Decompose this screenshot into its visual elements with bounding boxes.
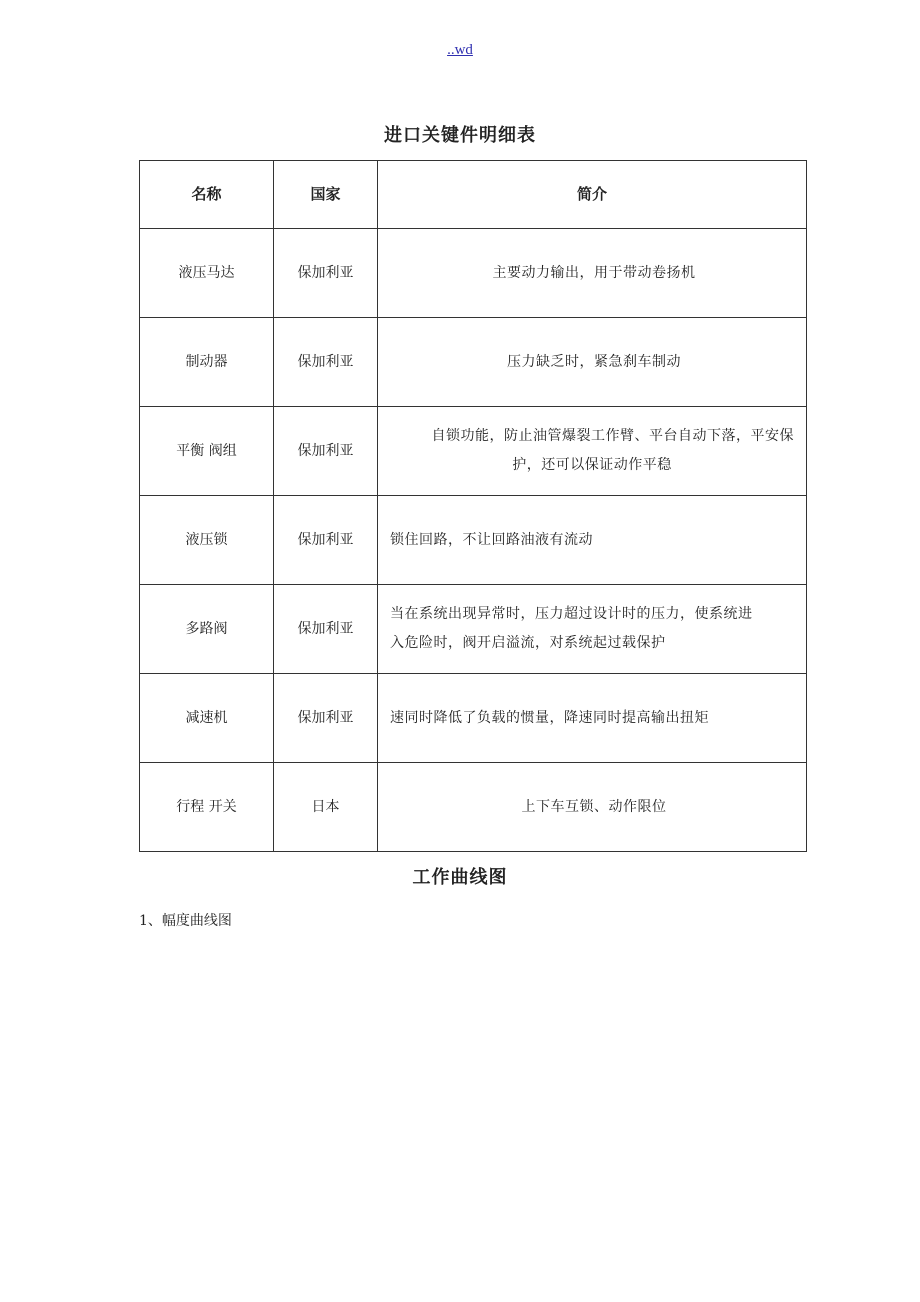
cell-country: 保加利亚 (274, 407, 378, 496)
cell-description: 压力缺乏时，紧急刹车制动 (378, 318, 807, 407)
section-title: 工作曲线图 (412, 867, 508, 888)
table-row (140, 763, 807, 852)
description-line: 入危险时，阀开启溢流，对系统起过载保护 (390, 635, 666, 651)
header-country: 国家 (274, 161, 378, 229)
cell-country: 保加利亚 (274, 585, 378, 674)
header-description: 简介 (378, 161, 807, 229)
document-title: 进口关键件明细表 (384, 125, 536, 146)
key-parts-table (139, 160, 807, 852)
cell-country: 保加利亚 (274, 496, 378, 585)
cell-description: 上下车互锁、动作限位 (378, 763, 807, 852)
description-line: 自锁功能，防止油管爆裂工作臂、平台自动下落，平安保 (431, 428, 794, 444)
cell-country: 日本 (274, 763, 378, 852)
table-row (140, 407, 807, 496)
cell-name: 制动器 (140, 318, 274, 407)
table-header-row (140, 161, 807, 229)
cell-description (378, 407, 807, 496)
cell-name: 行程 开关 (140, 763, 274, 852)
header-name: 名称 (140, 161, 274, 229)
subsection-heading: 1、幅度曲线图 (139, 913, 232, 929)
table-row (140, 585, 807, 674)
header-link[interactable]: ..wd (447, 42, 473, 58)
cell-name: 液压马达 (140, 229, 274, 318)
cell-country: 保加利亚 (274, 318, 378, 407)
cell-description: 主要动力输出，用于带动卷扬机 (378, 229, 807, 318)
description-line: 护，还可以保证动作平稳 (512, 457, 672, 473)
cell-name: 多路阀 (140, 585, 274, 674)
cell-description: 速同时降低了负载的惯量，降速同时提高输出扭矩 (378, 674, 807, 763)
cell-name: 液压锁 (140, 496, 274, 585)
table-row (140, 318, 807, 407)
description-line: 当在系统出现异常时，压力超过设计时的压力，使系统进 (390, 606, 753, 622)
table-row (140, 496, 807, 585)
cell-description (378, 585, 807, 674)
cell-description: 锁住回路，不让回路油液有流动 (378, 496, 807, 585)
cell-name: 减速机 (140, 674, 274, 763)
table-row (140, 674, 807, 763)
cell-country: 保加利亚 (274, 229, 378, 318)
table-row (140, 229, 807, 318)
cell-country: 保加利亚 (274, 674, 378, 763)
cell-name: 平衡 阀组 (140, 407, 274, 496)
